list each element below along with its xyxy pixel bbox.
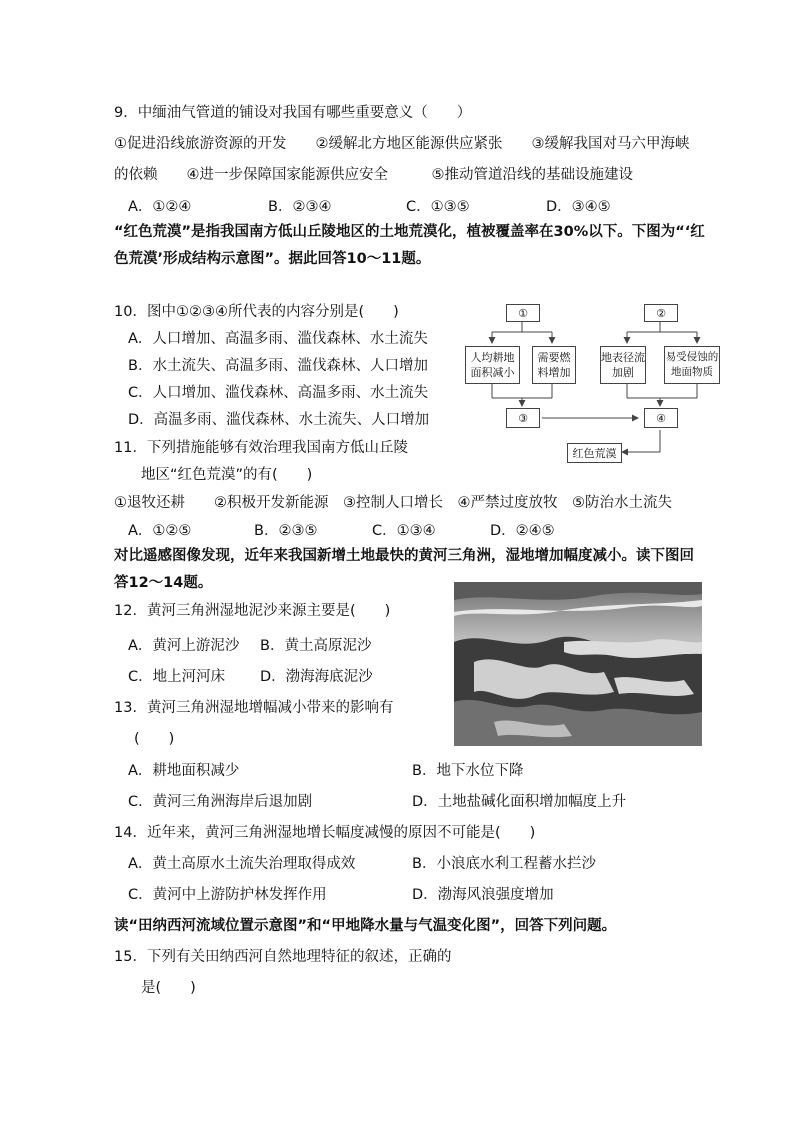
q13-option-d: D．土地盐碱化面积增加幅度上升 (412, 794, 627, 810)
q9-items-line1: ①促进沿线旅游资源的开发 ②缓解北方地区能源供应紧张 ③缓解我国对马六甲海峡 (114, 136, 690, 152)
q11-stem-line1: 11．下列措施能够有效治理我国南方低山丘陵 (114, 440, 408, 456)
q14-stem: 14．近年来，黄河三角洲湿地增长幅度减慢的原因不可能是( ) (114, 825, 536, 841)
diagram-box-3: ③ (506, 408, 540, 428)
q9-option-a: A．①②④ (128, 199, 192, 215)
diagram-box-fuel: 需要燃料增加 (532, 346, 576, 384)
q10-option-a: A．人口增加、高温多雨、滥伐森林、水土流失 (128, 331, 428, 347)
red-desert-formation-diagram (462, 300, 719, 470)
q9-items-line2: 的依赖 ④进一步保障国家能源供应安全 ⑤推动管道沿线的基础设施建设 (114, 167, 633, 183)
q13-stem-line2: ( ) (134, 731, 175, 747)
q14-option-c: C．黄河中上游防护林发挥作用 (128, 887, 327, 903)
intro-15: 读“田纳西河流域位置示意图”和“甲地降水量与气温变化图”，回答下列问题。 (114, 918, 617, 934)
q12-option-d: D．渤海海底泥沙 (260, 669, 373, 685)
q14-option-b: B．小浪底水利工程蓄水拦沙 (412, 856, 596, 872)
q11-option-c: C．①③④ (372, 523, 436, 539)
q11-option-b: B．②③⑤ (254, 523, 318, 539)
diagram-box-4: ④ (644, 408, 678, 428)
q12-option-c: C．地上河河床 (128, 669, 226, 685)
q11-option-a: A．①②⑤ (128, 523, 192, 539)
q9-option-b: B．②③④ (268, 199, 332, 215)
q14-option-a: A．黄土高原水土流失治理取得成效 (128, 856, 356, 872)
q15-stem-line1: 15．下列有关田纳西河自然地理特征的叙述，正确的 (114, 949, 452, 965)
diagram-box-farmland: 人均耕地面积减小 (465, 346, 520, 384)
q10-option-d: D．高温多雨、滥伐森林、水土流失、人口增加 (128, 412, 430, 428)
q12-option-b: B．黄土高原泥沙 (260, 638, 372, 654)
q13-stem-line1: 13．黄河三角洲湿地增幅减小带来的影响有 (114, 700, 394, 716)
q14-option-d: D．渤海风浪强度增加 (412, 887, 554, 903)
q13-option-b: B．地下水位下降 (412, 763, 524, 779)
q10-stem: 10．图中①②③④所代表的内容分别是( ) (114, 304, 399, 320)
q12-stem: 12．黄河三角洲湿地泥沙来源主要是( ) (114, 603, 391, 619)
q12-option-a: A．黄河上游泥沙 (128, 638, 240, 654)
q9-option-c: C．①③⑤ (406, 199, 470, 215)
intro-12-14-line2: 答12～14题。 (114, 575, 213, 591)
q15-stem-line2: 是( ) (141, 980, 196, 996)
q10-option-c: C．人口增加、滥伐森林、高温多雨、水土流失 (128, 385, 429, 401)
intro-10-11-line1: “红色荒漠”是指我国南方低山丘陵地区的土地荒漠化，植被覆盖率在30%以下。下图为“‘红 (114, 224, 705, 240)
q11-stem-line2: 地区“红色荒漠”的有( ) (141, 467, 313, 483)
diagram-box-1: ① (506, 304, 540, 322)
intro-10-11-line2: 色荒漠’形成结构示意图”。据此回答10～11题。 (114, 251, 431, 267)
q9-stem: 9．中缅油气管道的铺设对我国有哪些重要意义（ ） (114, 105, 472, 121)
q10-option-b: B．水土流失、高温多雨、滥伐森林、人口增加 (128, 358, 428, 374)
q13-option-c: C．黄河三角洲海岸后退加剧 (128, 794, 313, 810)
diagram-box-red-desert: 红色荒漠 (567, 443, 622, 463)
diagram-box-runoff: 地表径流加剧 (600, 346, 646, 384)
q11-items: ①退牧还耕 ②积极开发新能源 ③控制人口增长 ④严禁过度放牧 ⑤防治水土流失 (114, 495, 672, 511)
diagram-box-2: ② (644, 304, 678, 322)
q9-option-d: D．③④⑤ (546, 199, 611, 215)
intro-12-14-line1: 对比遥感图像发现，近年来我国新增土地最快的黄河三角洲，湿地增加幅度减小。读下图回 (114, 548, 694, 564)
q13-option-a: A．耕地面积减少 (128, 763, 240, 779)
q11-option-d: D．②④⑤ (490, 523, 555, 539)
diagram-box-erodible: 易受侵蚀的地面物质 (664, 346, 720, 384)
yellow-river-delta-wetland-photo (454, 582, 702, 746)
